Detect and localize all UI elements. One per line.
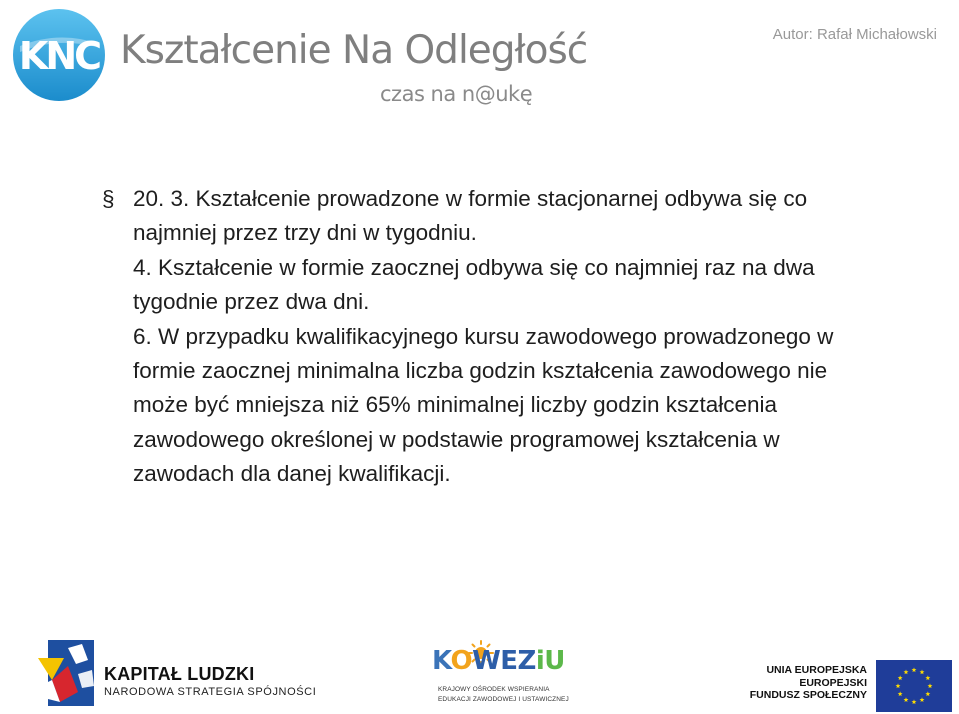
knc-logo-letters: KNC	[18, 34, 100, 78]
logo-tagline: czas na n@ukę	[380, 82, 533, 106]
paragraph-text: 20. 3. Kształcenie prowadzone w formie stacjonarnej odbywa się co najmniej przez trzy dni w tygodniu.	[133, 186, 808, 246]
eu-flag-icon	[876, 660, 952, 712]
koweziu-subtitle-line1: KRAJOWY OŚRODEK WSPIERANIA	[438, 686, 550, 693]
kapital-ludzki-subtitle: NARODOWA STRATEGIA SPÓJNOŚCI	[104, 686, 317, 698]
knc-logo	[8, 4, 588, 112]
paragraph-6	[100, 320, 860, 492]
kapital-ludzki-title: KAPITAŁ LUDZKI	[104, 664, 255, 684]
author-credit: Autor: Rafał Michałowski	[772, 26, 937, 43]
eu-line-3: FUNDUSZ SPOŁECZNY	[749, 689, 867, 701]
koweziu-name-iu: iU	[535, 646, 565, 676]
koweziu-name-o: O	[450, 646, 473, 676]
section-mark: §	[102, 186, 115, 211]
paragraph-20-3	[100, 182, 860, 251]
paragraph-text: 6. W przypadku kwalifikacyjnego kursu zawodowego prowadzonego w formie zaocznej minimalna liczba godzin kształcenia zawodowego nie może być mniejsza niż 65% minimalnej liczby godzin kształcenia zawodowego określonej w podstawie programowej kształcenia w zawodach dla danej kwalifikacji.	[133, 323, 834, 487]
regulation-text	[100, 182, 860, 492]
eu-line-2: EUROPEJSKI	[799, 676, 867, 689]
koweziu-name-k: K	[432, 646, 451, 676]
kapital-ludzki-emblem	[38, 636, 98, 708]
paragraph-4	[100, 251, 860, 320]
knc-logo-emblem	[12, 8, 106, 102]
eu-line-1: UNIA EUROPEJSKA	[766, 664, 867, 676]
eu-text	[750, 664, 867, 702]
footer-logos	[0, 630, 959, 714]
koweziu-name	[432, 646, 565, 676]
paragraph-text: 4. Kształcenie w formie zaocznej odbywa się co najmniej raz na dwa tygodnie przez dwa dni.	[133, 254, 815, 315]
koweziu-subtitle-line2: EDUKACJI ZAWODOWEJ I USTAWICZNEJ	[438, 696, 569, 703]
koweziu-logo	[432, 646, 569, 708]
logo-title: Kształcenie Na Odległość	[120, 28, 588, 73]
koweziu-name-wez: WEZ	[472, 646, 536, 676]
